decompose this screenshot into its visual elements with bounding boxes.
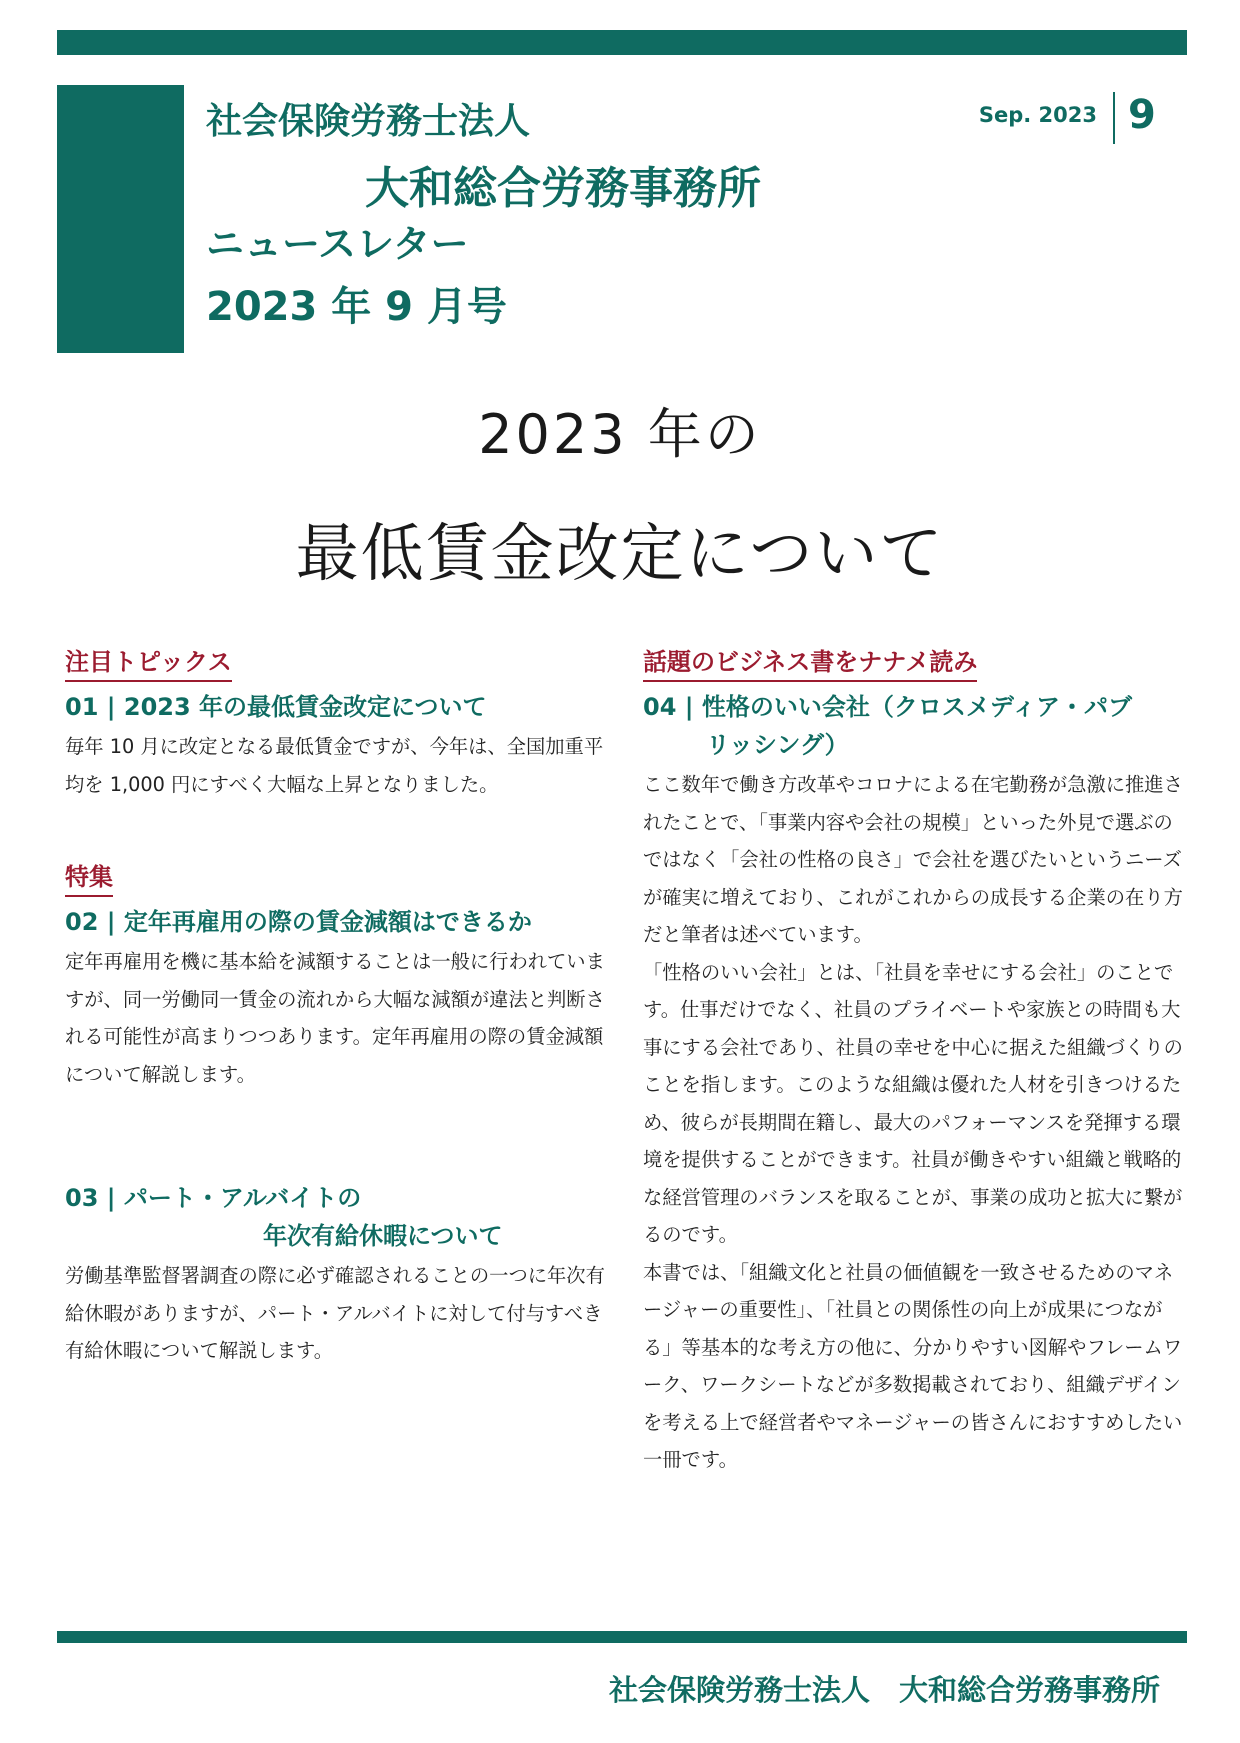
newsletter-issue: 2023 年 9 月号 [206,284,507,330]
top-accent-bar [57,30,1187,55]
date-divider [1113,92,1115,144]
article-02-body: 定年再雇用を機に基本給を減額することは一般に行われていますが、同一労働同一賃金の流れから大幅な減額が違法と判断される可能性が高まりつつあります。定年再雇用の際の賃金減額について解説します。 [65,950,605,1086]
article-04-body [643,766,1183,1479]
org-name-line1: 社会保険労務士法人 [206,101,531,142]
bottom-accent-bar [57,1631,1187,1643]
hero-title-line1: 2023 年の [478,403,762,466]
article-04-title [643,688,1183,764]
article-03-body: 労働基準監督署調査の際に必ず確認されることの一つに年次有給休暇がありますが、パート・アルバイトに対して付与すべき有給休暇について解説します。 [65,1264,605,1362]
newsletter-title: ニュースレター [206,222,469,266]
section-label-feature: 特集 [65,857,113,897]
hero-title-line2: 最低賃金改定について [295,517,945,590]
article-02-title: 02 | 定年再雇用の際の賃金減額はできるか [65,908,532,936]
article-03-title [65,1179,610,1255]
section-label-books: 話題のビジネス書をナナメ読み [643,642,977,682]
article-04-para3: 本書では、「組織文化と社員の価値観を一致させるためのマネージャーの重要性」、「社員との関係性の向上が成果につながる」等基本的な考え方の他に、分かりやすい図解やフレームワーク、ワークシートなどが多数掲載されており、組織デザインを考える上で経営者やマネージャーの皆さんにおすすめしたい一冊です。 [643,1260,1183,1471]
header-side-block [57,85,184,353]
article-01-title: 01 | 2023 年の最低賃金改定について [65,693,487,721]
article-04-title-line1: 04 | 性格のいい会社（クロスメディア・パブ [643,693,1132,721]
left-column [65,642,610,1370]
footer-org-name: 社会保険労務士法人 大和総合労務事務所 [608,1673,1160,1707]
org-name-line2: 大和総合労務事務所 [365,163,761,214]
article-04-para1: ここ数年で働き方改革やコロナによる在宅勤務が急激に推進されたことで、「事業内容や会社の規模」といった外見で選ぶのではなく「会社の性格の良さ」で会社を選びたいというニーズが確実に増えており、これがこれからの成長する企業の在り方だと筆者は述べています。 [643,773,1183,946]
issue-number: 9 [1128,92,1156,138]
right-column [643,642,1183,1479]
article-03-title-line1: 03 | パート・アルバイトの [65,1184,362,1212]
article-03-title-line2: 年次有給休暇について [263,1222,503,1250]
article-04-title-line2: リッシング） [706,731,849,759]
article-04-para2: 「性格のいい会社」とは、「社員を幸せにする会社」のことです。仕事だけでなく、社員のプライベートや家族との時間も大事にする会社であり、社員の幸せを中心に据えた組織づくりのことを指します。このような組織は優れた人材を引きつけるため、彼らが長期間在籍し、最大のパフォーマンスを発揮する環境を提供することができます。社員が働きやすい組織と戦略的な経営管理のバランスを取ることが、事業の成功と拡大に繋がるのです。 [643,960,1183,1246]
section-label-topics: 注目トピックス [65,642,232,682]
article-01-body: 毎年 10 月に改定となる最低賃金ですが、今年は、全国加重平均を 1,000 円にすべく大幅な上昇となりました。 [65,735,604,796]
issue-date: Sep. 2023 [978,103,1097,127]
